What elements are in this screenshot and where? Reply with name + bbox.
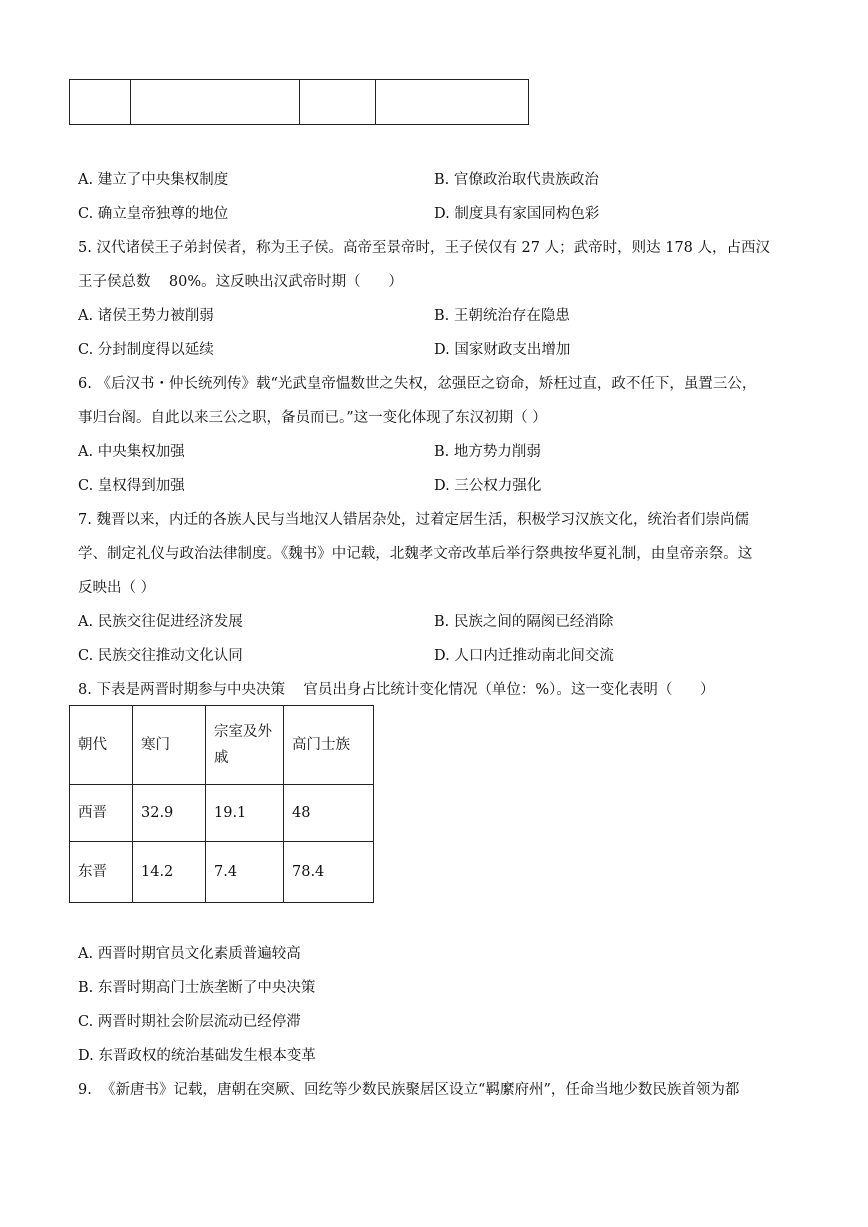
table-header-cell: 高门士族 bbox=[284, 706, 374, 785]
q8-option-a: A. 西晋时期官员文化素质普遍较高 bbox=[78, 946, 301, 962]
q6-option-d: D. 三公权力强化 bbox=[434, 478, 542, 494]
table-cell bbox=[70, 80, 131, 125]
q7-option-b: B. 民族之间的隔阂已经消除 bbox=[434, 614, 614, 630]
q6-option-c: C. 皇权得到加强 bbox=[78, 478, 185, 494]
table-cell bbox=[376, 80, 529, 125]
q5-option-b: B. 王朝统治存在隐患 bbox=[434, 308, 570, 324]
table-cell: 48 bbox=[284, 785, 374, 842]
table-cell: 19.1 bbox=[206, 785, 284, 842]
table-row bbox=[70, 785, 374, 842]
table-row bbox=[70, 842, 374, 903]
q9-stem-line1: 9. 《新唐书》记载，唐朝在突厥、回纥等少数民族聚居区设立“羁縻府州”，任命当地少数民族首领为都 bbox=[78, 1082, 740, 1098]
q7-option-d: D. 人口内迁推动南北间交流 bbox=[434, 648, 614, 664]
table-cell: 14.2 bbox=[133, 842, 206, 903]
table-header-cell: 朝代 bbox=[70, 706, 133, 785]
q6-option-b: B. 地方势力削弱 bbox=[434, 444, 541, 460]
q5-option-c: C. 分封制度得以延续 bbox=[78, 342, 214, 358]
q5-stem-line1: 5. 汉代诸侯王子弟封侯者，称为王子侯。高帝至景帝时，王子侯仅有 27 人；武帝时，则达 178 人，占西汉 bbox=[78, 240, 771, 256]
q7-option-c: C. 民族交往推动文化认同 bbox=[78, 648, 243, 664]
table-header-cell: 宗室及外戚 bbox=[206, 706, 284, 785]
q5-option-d: D. 国家财政支出增加 bbox=[434, 342, 571, 358]
q5-stem-line2: 王子侯总数 80%。这反映出汉武帝时期（ ） bbox=[78, 274, 403, 290]
q6-stem-line2: 事归台阁。自此以来三公之职，备员而已。”这一变化体现了东汉初期（ ） bbox=[78, 410, 547, 426]
q6-stem-line1: 6. 《后汉书・仲长统列传》载“光武皇帝愠数世之失权，忿强臣之窃命，矫枉过直，政不任下，虽置三公， bbox=[78, 376, 757, 392]
q4-option-c: C. 确立皇帝独尊的地位 bbox=[78, 206, 229, 222]
table-cell: 78.4 bbox=[284, 842, 374, 903]
q4-option-b: B. 官僚政治取代贵族政治 bbox=[434, 172, 599, 188]
table-header-row bbox=[70, 706, 374, 785]
table-cell: 7.4 bbox=[206, 842, 284, 903]
q7-stem-line1: 7. 魏晋以来，内迁的各族人民与当地汉人错居杂处，过着定居生活，积极学习汉族文化，统治者们崇尚儒 bbox=[78, 512, 749, 528]
q8-stem-line1: 8. 下表是两晋时期参与中央决策 官员出身占比统计变化情况（单位：%）。这一变化表明（ ） bbox=[78, 682, 715, 698]
table-cell: 32.9 bbox=[133, 785, 206, 842]
q8-option-c: C. 两晋时期社会阶层流动已经停滞 bbox=[78, 1014, 301, 1030]
q7-stem-line2: 学、制定礼仪与政治法律制度。《魏书》中记载，北魏孝文帝改革后举行祭典按华夏礼制，由皇帝亲祭。这 bbox=[78, 546, 753, 562]
table-header-cell: 寒门 bbox=[133, 706, 206, 785]
q8-data-table bbox=[69, 705, 374, 903]
q7-option-a: A. 民族交往促进经济发展 bbox=[78, 614, 243, 630]
q8-option-b: B. 东晋时期高门士族垄断了中央决策 bbox=[78, 980, 316, 996]
table-cell: 东晋 bbox=[70, 842, 133, 903]
q6-option-a: A. 中央集权加强 bbox=[78, 444, 185, 460]
q4-option-d: D. 制度具有家国同构色彩 bbox=[434, 206, 600, 222]
q8-option-d: D. 东晋政权的统治基础发生根本变革 bbox=[78, 1048, 316, 1064]
q7-stem-line3: 反映出（ ） bbox=[78, 580, 156, 596]
empty-table bbox=[69, 79, 529, 125]
table-cell: 西晋 bbox=[70, 785, 133, 842]
table-cell bbox=[300, 80, 376, 125]
table-cell bbox=[131, 80, 300, 125]
q5-option-a: A. 诸侯王势力被削弱 bbox=[78, 308, 214, 324]
q4-option-a: A. 建立了中央集权制度 bbox=[78, 172, 229, 188]
